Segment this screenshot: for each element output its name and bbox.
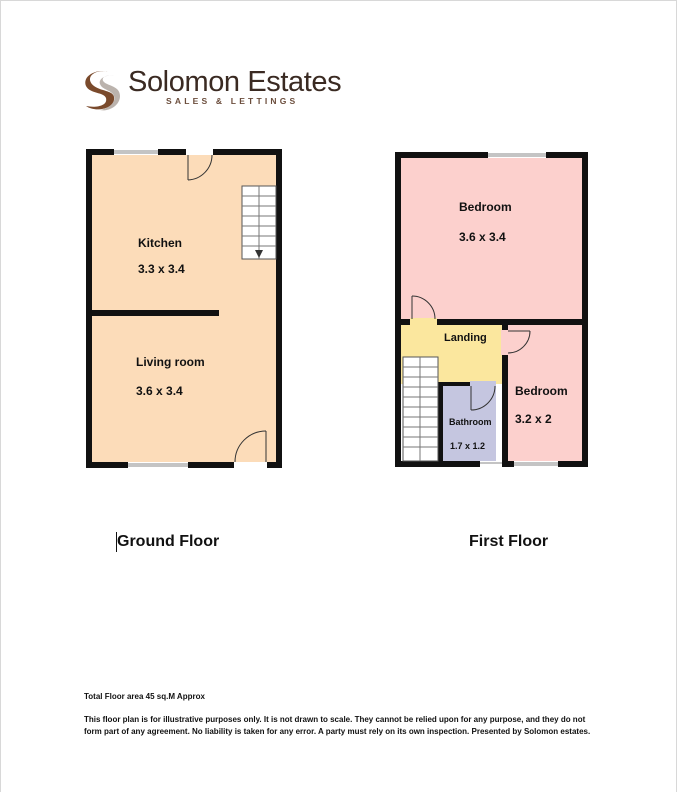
total-floor-area: Total Floor area 45 sq.M Approx [84,692,205,701]
living-room-dims: 3.6 x 3.4 [136,384,183,398]
ground-floor-stairs [242,186,276,259]
bathroom-left-wall [438,382,443,464]
small-bedroom-label: Bedroom [515,384,568,398]
disclaimer-line-1: This floor plan is for illustrative purposes only. It is not drawn to scale. They cannot be relied upon for any purpose, and they do not [84,715,586,724]
logo-name: Solomon Estates [128,66,342,98]
bathroom-top-wall [438,382,470,386]
first-floor-plan [398,152,585,467]
logo-tagline: SALES & LETTINGS [166,96,299,106]
kitchen-window [114,149,158,155]
bathroom-window [480,461,502,467]
landing-label: Landing [444,332,487,344]
first-floor-title: First Floor [469,533,549,550]
main-bedroom-dims: 3.6 x 3.4 [459,230,506,244]
ground-floor-title: Ground Floor [117,533,220,550]
bathroom-dims: 1.7 x 1.2 [450,441,486,451]
disclaimer-line-2: form part of any agreement. No liability is taken for any error. A party must rely on its own inspection. Presented by Solomon estates. [84,727,591,736]
small-bedroom-dims: 3.2 x 2 [515,412,552,426]
ground-floor-plan [89,149,279,468]
main-bedroom-window [488,152,546,158]
bathroom-label: Bathroom [449,417,492,427]
kitchen-dims: 3.3 x 3.4 [138,262,185,276]
living-room-label: Living room [136,355,205,369]
small-bedroom-window [514,461,558,467]
first-floor-stairs [403,357,438,461]
kitchen-label: Kitchen [138,236,183,250]
living-room-window [128,462,188,468]
partition-wall [92,310,219,316]
main-bedroom-label: Bedroom [459,200,512,214]
